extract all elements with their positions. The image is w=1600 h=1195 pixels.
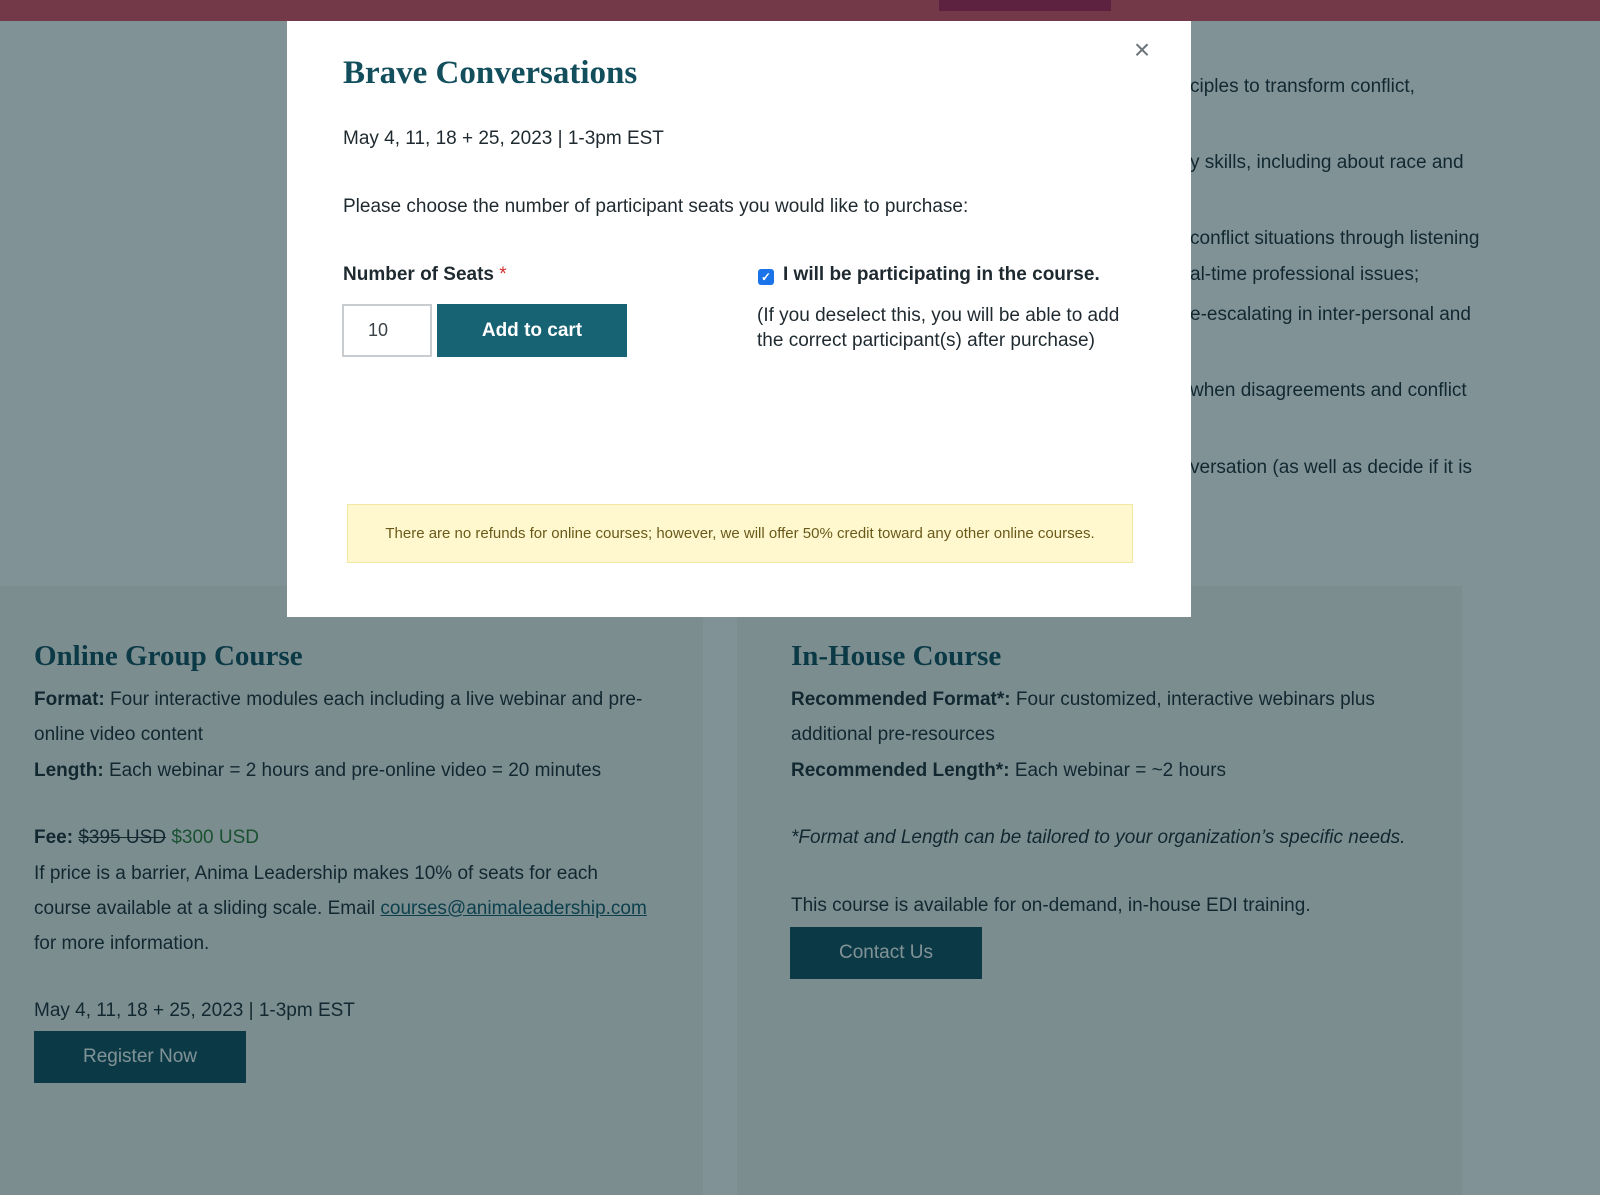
- required-asterisk: *: [499, 264, 507, 285]
- purchase-seats-modal: [287, 21, 1191, 617]
- seats-prompt: Please choose the number of participant seats you would like to purchase:: [343, 196, 969, 217]
- number-of-seats-label: [343, 264, 507, 286]
- modal-title: Brave Conversations: [343, 55, 638, 91]
- close-icon[interactable]: ×: [1133, 34, 1151, 65]
- modal-date: May 4, 11, 18 + 25, 2023 | 1-3pm EST: [343, 128, 664, 149]
- seats-label-text: Number of Seats: [343, 264, 494, 285]
- checkmark-icon: ✓: [760, 270, 772, 284]
- add-to-cart-button[interactable]: Add to cart: [437, 304, 627, 357]
- participate-checkbox[interactable]: [758, 269, 774, 285]
- participate-note: (If you deselect this, you will be able to add the correct participant(s) after purchase): [757, 305, 1120, 351]
- participate-label: I will be participating in the course.: [783, 264, 1100, 285]
- seats-quantity-input[interactable]: [342, 304, 432, 357]
- refund-notice: There are no refunds for online courses; however, we will offer 50% credit toward any other online courses.: [347, 504, 1133, 563]
